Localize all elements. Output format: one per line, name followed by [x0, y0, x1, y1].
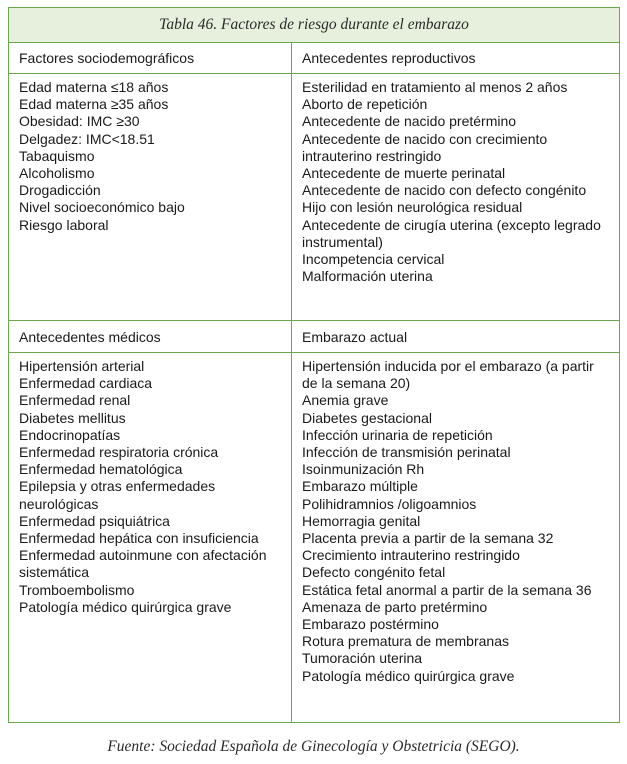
list-item: de la semana 20) — [302, 375, 411, 392]
source-note: Fuente: Sociedad Española de Ginecología y Obstetricia (SEGO). — [107, 738, 520, 755]
section-header-sociodemographic: Factores sociodemográficos — [9, 42, 291, 74]
list-item: Infección de transmisión perinatal — [302, 444, 511, 461]
list-item: Isoinmunización Rh — [302, 461, 425, 478]
list-item: Crecimiento intrauterino restringido — [302, 547, 520, 564]
list-item: Hipertensión inducida por el embarazo (a partir — [302, 358, 594, 374]
list-item: sistemática — [19, 564, 90, 581]
list-item: Antecedente de muerte perinatal — [302, 165, 506, 182]
list-item: Enfermedad autoinmune con afectación — [19, 547, 267, 564]
list-item: Incompetencia cervical — [302, 251, 445, 268]
list-item: Diabetes gestacional — [302, 409, 432, 426]
table-caption: Tabla 46. Factores de riesgo durante el embarazo — [9, 8, 619, 43]
list-item: Tumoración uterina — [302, 650, 423, 667]
list-item: Hemorragia genital — [302, 512, 421, 529]
list-item: Aborto de repetición — [302, 96, 428, 113]
list-item: neurológicas — [19, 495, 99, 512]
list-item: Defecto congénito fetal — [302, 564, 446, 581]
list-item: Drogadicción — [19, 182, 101, 199]
list-item: Nivel socioeconómico bajo — [19, 199, 185, 216]
list-item: Enfermedad psiquiátrica — [19, 512, 170, 529]
list-item: intrauterino restringido — [302, 147, 442, 164]
list-item: Enfermedad cardiaca — [19, 375, 153, 392]
list-item: Patología médico quirúrgica grave — [19, 598, 232, 615]
risk-factors-table — [8, 7, 620, 723]
list-item: Hipertensión arterial — [19, 358, 145, 374]
list-item: Alcoholismo — [19, 165, 95, 182]
section-list-sociodemographic — [9, 74, 291, 234]
list-item: Anemia grave — [302, 392, 389, 409]
section-list-medical — [9, 353, 291, 616]
list-item: Diabetes mellitus — [19, 409, 126, 426]
list-item: Polihidramnios /oligoamnios — [302, 495, 477, 512]
list-item: Enfermedad respiratoria crónica — [19, 444, 219, 461]
list-item: Antecedente de nacido pretérmino — [302, 113, 517, 130]
list-item: Malformación uterina — [302, 268, 433, 285]
list-item: instrumental) — [302, 233, 383, 250]
list-item: Enfermedad hepática con insuficiencia — [19, 530, 259, 547]
list-item: Epilepsia y otras enfermedades — [19, 478, 216, 495]
section-header-medical: Antecedentes médicos — [9, 321, 291, 353]
list-item: Edad materna ≤18 años — [19, 79, 169, 95]
list-item: Amenaza de parto pretérmino — [302, 598, 488, 615]
column-divider — [291, 42, 292, 722]
list-item: Delgadez: IMC<18.51 — [19, 130, 155, 147]
list-item: Obesidad: IMC ≥30 — [19, 113, 140, 130]
list-item: Hijo con lesión neurológica residual — [302, 199, 523, 216]
list-item: Placenta previa a partir de la semana 32 — [302, 530, 554, 547]
list-item: Antecedente de cirugía uterina (excepto legrado — [302, 216, 601, 233]
list-item: Embarazo postérmino — [302, 616, 439, 633]
section-list-current-pregnancy — [292, 353, 619, 685]
list-item: Edad materna ≥35 años — [19, 96, 169, 113]
list-item: Patología médico quirúrgica grave — [302, 667, 515, 684]
list-item: Esterilidad en tratamiento al menos 2 años — [302, 79, 568, 95]
list-item: Endocrinopatías — [19, 426, 121, 443]
list-item: Rotura prematura de membranas — [302, 633, 509, 650]
section-header-reproductive: Antecedentes reproductivos — [292, 42, 619, 74]
section-header-current-pregnancy: Embarazo actual — [292, 321, 619, 353]
list-item: Enfermedad hematológica — [19, 461, 183, 478]
list-item: Infección urinaria de repetición — [302, 426, 493, 443]
list-item: Enfermedad renal — [19, 392, 131, 409]
list-item: Riesgo laboral — [19, 216, 109, 233]
list-item: Estática fetal anormal a partir de la semana 36 — [302, 581, 592, 598]
list-item: Tromboembolismo — [19, 581, 135, 598]
list-item: Embarazo múltiple — [302, 478, 418, 495]
section-list-reproductive — [292, 74, 619, 285]
list-item: Antecedente de nacido con defecto congénito — [302, 182, 587, 199]
list-item: Antecedente de nacido con crecimiento — [302, 130, 548, 147]
list-item: Tabaquismo — [19, 147, 95, 164]
